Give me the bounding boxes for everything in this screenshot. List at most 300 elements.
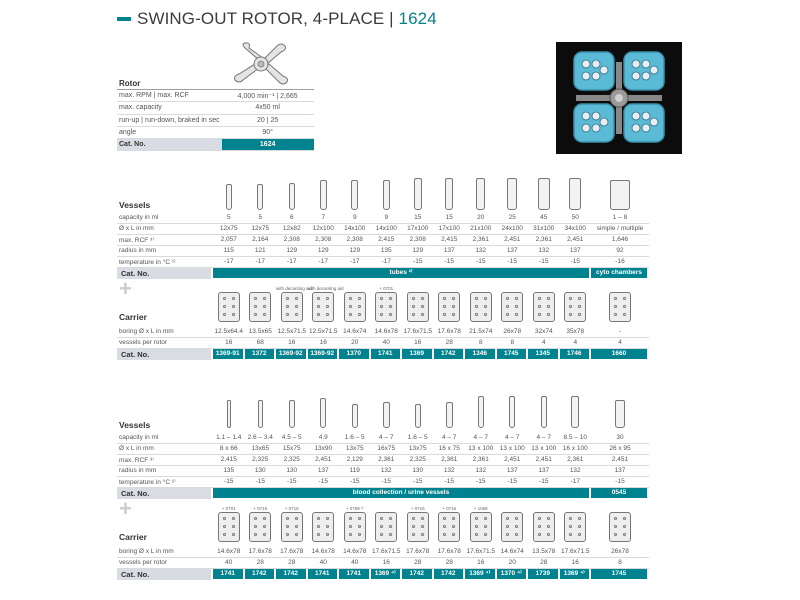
table-cell: 2,057 [220,236,237,243]
carrier-icon [281,512,303,542]
tube-icon [476,178,485,210]
rotor-number: 1624 [398,9,437,28]
carrier-hole [254,525,257,528]
tube-icon [320,180,327,210]
table-cell: -15 [413,478,423,485]
carrier-icon [564,292,586,322]
carrier-hole [547,533,550,536]
blood-tube-icon [352,404,358,428]
carrier-hole [286,525,289,528]
carrier-hole [412,525,415,528]
table-cell: -17 [318,258,328,265]
carrier-icon [249,512,271,542]
table-cell: 2,361 [535,236,552,243]
carrier-hole [484,525,487,528]
table-cell: 4 [618,339,622,346]
table-cell: 2,451 [504,236,521,243]
table-cell: 2,325 [283,456,300,463]
carrier-hole [358,305,361,308]
table-cell: 2,451 [535,456,552,463]
table-cell: 12x100 [312,225,334,232]
carrier-hole [538,525,541,528]
carrier-hole [349,313,352,316]
carrier-note: + 0716 [410,506,425,511]
carrier-note: + 0716 [253,506,268,511]
table-cell: simple / multiple [596,225,644,232]
carrier-hole [578,525,581,528]
blood-tube-icon [258,400,263,428]
rotor-row-value: 90° [222,126,314,138]
page-title: SWING-OUT ROTOR, 4-PLACE | 1624 [137,9,437,28]
table-cell: 28 [445,559,453,566]
cat-no-label: Cat. No. [117,569,211,580]
table-cell: 2,325 [252,456,269,463]
carrier-icon [564,512,586,542]
table-cell: -15 [570,258,580,265]
carrier-hole [538,313,541,316]
table-cell: 132 [475,247,487,254]
row-label: Ø x L in mm [119,445,154,452]
carrier-hole [614,525,617,528]
table-cell: 2,361 [567,456,584,463]
carrier-note: + 0716 [284,506,299,511]
table-cell: 92 [616,247,624,254]
carrier-icon [438,512,460,542]
carrier-hole [538,533,541,536]
carrier-hole [380,517,383,520]
tube-icon [445,178,453,210]
row-label: capacity in ml [119,434,159,441]
carrier-hole [412,313,415,316]
table-cell: 20 [351,339,359,346]
carrier-icon [438,292,460,322]
table-cell: -15 [381,478,391,485]
carrier-hole [547,297,550,300]
carrier-icon [407,512,429,542]
blood-tube-icon [446,402,453,428]
carrier-cat-number: 1372 [245,349,275,359]
table-cell: 20 [477,214,485,221]
table-cell: 130 [412,467,424,474]
table-cell: 8 [618,559,622,566]
table-cell: 8 [510,339,515,346]
carrier-hole [254,533,257,536]
table-cell: -15 [615,478,625,485]
carrier-hole [254,305,257,308]
carrier-hole [389,313,392,316]
carrier-hole [515,525,518,528]
tube-icon [610,180,630,210]
table-cell: 7 [321,214,326,221]
carrier-hole [578,533,581,536]
table-cell: 13x65 [251,445,270,452]
table-cell: 1,646 [611,236,629,243]
carrier-hole [263,533,266,536]
carrier-icon [407,292,429,322]
rotor-heading: Rotor [117,78,222,90]
carrier-note: with decanting aid [276,286,313,291]
carrier-cat-number: 1369-91 [213,349,243,359]
carrier-hole [223,313,226,316]
table-cell: 24x100 [501,225,523,232]
row-label: vessels per rotor [119,559,168,566]
row-label: vessels per rotor [119,339,168,346]
table-cell: 130 [286,467,298,474]
carrier-hole [452,305,455,308]
table-cell: -15 [476,478,486,485]
table-cell: 16 [319,339,327,346]
table-cell: 17.6x71.5 [403,328,433,335]
table-cell: 13 x 100 [468,445,494,452]
table-cell: 4 – 7 [536,434,551,441]
tube-icon [538,178,550,210]
carrier-hole [286,313,289,316]
table-cell: 1.1 – 1.4 [216,434,242,441]
table-cell: 8.5 – 10 [563,434,587,441]
carrier-hole [623,533,626,536]
carrier-hole [263,313,266,316]
carrier-hole [506,533,509,536]
table-cell: -17 [287,258,297,265]
table-cell: -17 [224,258,234,265]
table-cell: 17.6x71.5 [371,548,401,555]
table-cell: 137 [569,247,581,254]
table-cell: 2,361 [472,236,489,243]
carrier-icon [470,292,492,322]
carrier-hole [317,533,320,536]
carrier-icon [501,512,523,542]
table-cell: 4.9 [318,434,328,441]
carrier-icon [375,292,397,322]
table-cell: 12x75 [251,225,270,232]
vessels-title: Vessels [119,420,151,430]
table-cell: 14.6x78 [217,548,241,555]
carrier-hole [358,297,361,300]
carrier-cat-number: 1369 [402,349,432,359]
table-cell: -15 [444,478,454,485]
carrier-hole [443,297,446,300]
carrier-hole [547,313,550,316]
table-cell: 14x100 [375,225,397,232]
table-cell: 2,308 [346,236,363,243]
carrier-hole [412,297,415,300]
table-cell: 28 [445,339,453,346]
carrier-cat-number: 1742 [245,569,275,579]
carrier-hole [349,305,352,308]
carrier-hole [349,297,352,300]
carrier-hole [547,525,550,528]
table-cell: -15 [287,478,297,485]
table-cell: 28 [288,559,296,566]
carrier-hole [623,313,626,316]
carrier-hole [506,313,509,316]
table-cell: 2,361 [472,456,489,463]
carrier-hole [547,517,550,520]
tube-icon [414,178,422,210]
table-cell: 16 [571,559,579,566]
carrier-hole [380,525,383,528]
table-cell: -15 [413,258,423,265]
carrier-cat-number: 1742 [402,569,432,579]
table-cell: 129 [317,247,329,254]
table-cell: 13x90 [314,445,333,452]
carrier-icon [218,292,240,322]
carrier-hole [326,313,329,316]
carrier-cat-number: 1369 ⁴⁾ [465,569,495,579]
carrier-hole [263,305,266,308]
table-cell: 4 [541,339,546,346]
table-cell: 17.6x78 [248,548,272,555]
carrier-title: Carrier [119,312,147,322]
table-cell: 34x100 [564,225,586,232]
carrier-hole [358,525,361,528]
carrier-cat-number: 1745 [497,349,527,359]
carrier-hole [295,305,298,308]
carrier-icon [609,292,631,322]
table-cell: 2,451 [567,236,584,243]
carrier-cat-number: 1370 ⁴⁾ [497,569,527,579]
carrier-hole [614,533,617,536]
table-cell: 9 [384,214,389,221]
carrier-cat-number: 1742 [276,569,306,579]
carrier-hole [295,533,298,536]
table-cell: 32x74 [534,328,553,335]
carrier-icon [344,292,366,322]
table-cell: -15 [507,258,517,265]
cat-no-label: Cat. No. [117,268,211,279]
table-cell: 28 [414,559,422,566]
carrier-icon [312,292,334,322]
table-cell: 14.6x78 [311,548,335,555]
table-cell: 16 x 100 [562,445,588,452]
carrier-hole [295,297,298,300]
table-cell: 1.6 – 5 [344,434,365,441]
carrier-hole [223,525,226,528]
carrier-hole [538,517,541,520]
blood-cat-number: 0545 [591,488,647,498]
table-cell: 132 [443,467,455,474]
row-label: temperature in °C ¹⁾ [119,259,176,266]
carrier-icon [281,292,303,322]
carrier-hole [443,313,446,316]
table-cell: 4 – 7 [505,434,520,441]
table-cell: 2,451 [611,456,629,463]
carrier-hole [538,297,541,300]
tube-icon [569,178,581,210]
table-cell: 13 x 100 [499,445,525,452]
row-label: radius in mm [119,467,157,474]
table-cell: -15 [539,478,549,485]
table-cell: 17.6x78 [280,548,304,555]
carrier-cat-number: 1745 [591,569,647,579]
table-cell: 14.6x78 [343,548,367,555]
carrier-hole [623,525,626,528]
vessels-section-blood [117,388,647,593]
table-cell: 40 [225,559,233,566]
carrier-cat-number: 1741 [308,569,338,579]
carrier-hole [515,313,518,316]
carrier-icon [501,292,523,322]
table-cell: 2,451 [315,456,332,463]
table-cell: 16 [225,339,233,346]
table-cell: 6 [289,214,294,221]
carrier-hole [380,313,383,316]
table-cell: 31x100 [533,225,555,232]
carrier-hole [515,517,518,520]
blood-tube-icon [509,396,515,428]
table-cell: 13x75 [408,445,427,452]
carrier-hole [263,517,266,520]
carrier-hole [484,533,487,536]
row-label: radius in mm [119,247,157,254]
carrier-icon [609,512,631,542]
carrier-hole [254,313,257,316]
table-cell: 137 [317,467,329,474]
carrier-note: + 0716 [442,506,457,511]
table-cell: 17.6x71.5 [560,548,590,555]
carrier-hole [286,533,289,536]
table-cell: -17 [381,258,391,265]
table-cell: -17 [570,478,580,485]
cat-no-label: Cat. No. [117,488,211,499]
tube-icon [289,183,295,210]
carrier-cat-number: 1369-92 [308,349,338,359]
table-cell: 16 [477,559,485,566]
carrier-icon [375,512,397,542]
table-cell: 8 x 66 [219,445,238,452]
carrier-hole [254,517,257,520]
row-label: Ø x L in mm [119,225,154,232]
carrier-hole [286,297,289,300]
carrier-hole [263,525,266,528]
carrier-hole [623,517,626,520]
table-cell: 8 [478,339,483,346]
carrier-icon [249,292,271,322]
table-cell: 45 [540,214,548,221]
rotor-cat-label: Cat. No. [117,138,222,150]
table-cell: 21x100 [470,225,492,232]
vessels-section-tubes [117,166,647,371]
table-cell: 1 – 8 [612,214,628,221]
carrier-hole [421,517,424,520]
rotor-row-label: max. RPM | max. RCF [117,90,222,102]
carrier-hole [452,525,455,528]
rotor-row-value: 20 | 25 [222,114,314,126]
carrier-hole [412,533,415,536]
row-label: max. RCF ³⁾ [119,237,154,244]
carrier-icon [344,512,366,542]
carrier-hole [389,305,392,308]
carrier-hole [569,297,572,300]
carrier-hole [254,297,257,300]
table-cell: 40 [351,559,359,566]
carrier-hole [623,305,626,308]
table-cell: 129 [286,247,298,254]
carrier-hole [452,517,455,520]
table-cell: 14x100 [344,225,366,232]
carrier-icon [218,512,240,542]
table-cell: 9 [352,214,357,221]
tube-icon [226,184,232,210]
vessels-title: Vessels [119,200,151,210]
carrier-hole [475,525,478,528]
table-cell: 2,361 [441,456,458,463]
table-cell: 115 [223,247,234,254]
carrier-hole [295,517,298,520]
carrier-hole [578,313,581,316]
table-cell: 1.6 – 5 [407,434,428,441]
table-cell: 16 [288,339,296,346]
carrier-hole [317,525,320,528]
carrier-cat-number: 1346 [465,349,495,359]
table-cell: 50 [571,214,579,221]
table-cell: 137 [538,467,550,474]
rotor-row-label: run-up | run-down, braked in sec [117,114,222,126]
table-cell: 4 – 7 [379,434,394,441]
carrier-cat-number: 1741 [371,349,401,359]
table-cell: 129 [349,247,361,254]
blood-tube-icon [478,396,484,428]
carrier-cat-number: 1741 [339,569,369,579]
blood-tube-icon [615,400,625,428]
table-cell: 12.5x71.5 [277,328,307,335]
table-cell: 4.5 – 5 [281,434,302,441]
table-cell: 26x78 [503,328,522,335]
carrier-note: + 0768 ²⁾ [345,506,364,511]
carrier-hole [380,305,383,308]
carrier-hole [578,297,581,300]
table-cell: 2,361 [378,456,395,463]
carrier-icon [312,512,334,542]
table-cell: 14.6x74 [500,548,524,555]
table-cell: 119 [349,467,360,474]
carrier-hole [547,305,550,308]
carrier-title: Carrier [119,532,147,542]
carrier-hole [232,313,235,316]
table-cell: 137 [506,247,518,254]
carrier-hole [326,525,329,528]
table-cell: 12.5x64.4 [214,328,244,335]
carrier-hole [614,305,617,308]
carrier-hole [223,305,226,308]
carrier-hole [475,313,478,316]
carrier-icon [470,512,492,542]
carrier-note: with decanting aid [307,286,344,291]
carrier-hole [380,297,383,300]
carrier-cat-number: 1739 [528,569,558,579]
tube-icon [257,184,263,210]
carrier-hole [443,533,446,536]
carrier-hole [263,297,266,300]
rotor-cat-value: 1624 [222,138,314,150]
carrier-hole [484,305,487,308]
carrier-hole [326,517,329,520]
table-cell: 20 [508,559,516,566]
blood-collection-bar: blood collection / urine vessels [213,488,589,498]
table-cell: 2,415 [441,236,458,243]
table-cell: 17x100 [407,225,429,232]
carrier-hole [421,297,424,300]
carrier-hole [484,313,487,316]
carrier-hole [538,305,541,308]
carrier-hole [569,533,572,536]
carrier-hole [349,533,352,536]
table-cell: 25 [508,214,516,221]
carrier-hole [569,525,572,528]
tube-icon [351,180,358,210]
carrier-hole [452,313,455,316]
table-cell: 137 [443,247,455,254]
